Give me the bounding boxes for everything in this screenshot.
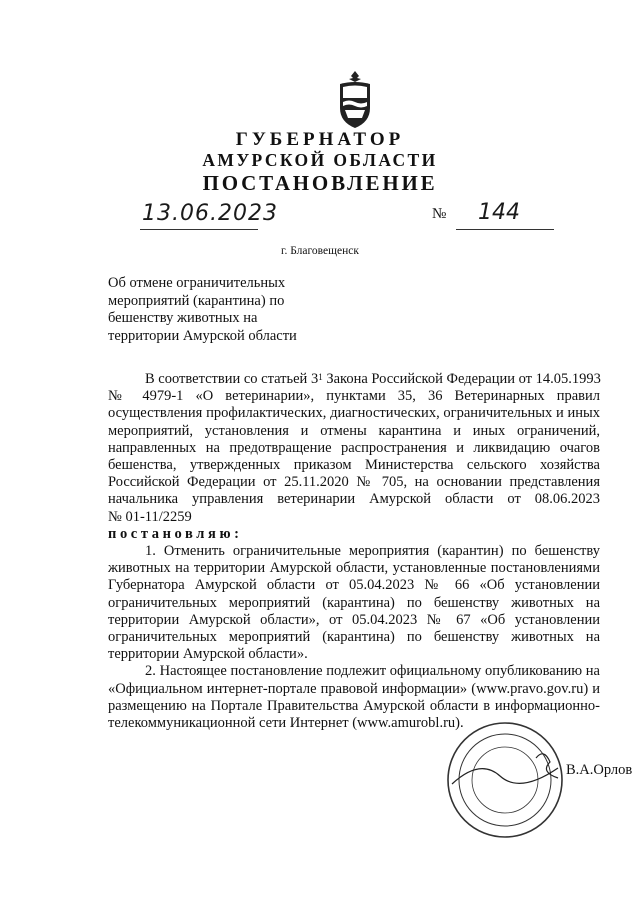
preamble-line: начальника управления ветеринарии Амурской области от 08.06.2023	[108, 491, 600, 508]
handwritten-number: 144	[478, 200, 520, 225]
decree-word: постановляю:	[108, 525, 243, 542]
preamble-line: № 4979-1 «О ветеринарии», пунктами 35, 36 Ветеринарных правил	[108, 388, 600, 405]
preamble-line: направленных на предотвращение распространения и ликвидацию очагов	[108, 439, 600, 456]
item1-line: животных на территории Амурской области, установленные постановлениями	[108, 560, 600, 577]
subject-line: Об отмене ограничительных	[108, 275, 286, 291]
handwritten-date: 13.06.2023	[142, 201, 278, 226]
item2-line: размещению на Портале Правительства Амурской области в информационно-	[108, 697, 600, 714]
header-title-governor: ГУБЕРНАТОР	[235, 129, 405, 150]
preamble-line: осуществления профилактических, диагностических, ограничительных и иных	[108, 405, 600, 422]
subject-line: мероприятий (карантина) по	[108, 292, 285, 309]
item1-line: территории Амурской области».	[108, 646, 308, 663]
item1-line: ограничительных мероприятий (карантина) по бешенству животных на	[108, 594, 600, 611]
item1-line: территории Амурской области», от 05.04.2023 № 67 «Об установлении	[108, 611, 600, 628]
subject-line: бешенству животных на	[108, 310, 258, 326]
item1-line: Губернатора Амурской области от 05.04.2023 № 66 «Об установлении	[108, 577, 600, 594]
preamble-line: Российской Федерации от 25.11.2020 № 705, на основании представления	[108, 474, 600, 491]
signature-name: В.А.Орлов	[566, 762, 633, 778]
preamble-line: В соответствии со статьей $3^1$ Закона Российской Федерации от 14.05.1993	[145, 371, 601, 387]
coat-of-arms-icon	[334, 70, 376, 130]
item2-line: 2. Настоящее постановление подлежит официальному опубликованию на	[145, 663, 600, 680]
document-type-title: ПОСТАНОВЛЕНИЕ	[202, 171, 438, 195]
item1-line: ограничительных мероприятий (карантина) по бешенству животных на	[108, 629, 600, 646]
preamble-line: бешенства, утвержденных приказом Министерства сельского хозяйства	[108, 457, 600, 474]
item1-line: 1. Отменить ограничительные мероприятия (карантин) по бешенству	[145, 543, 600, 560]
stamp-seal-icon	[440, 718, 570, 838]
preamble-line: № 01-11/2259	[108, 508, 192, 525]
item2-line: телекоммуникационной сети Интернет (www.amurobl.ru).	[108, 715, 464, 732]
subject-line: территории Амурской области	[108, 327, 297, 344]
number-field	[456, 201, 554, 230]
date-field	[140, 201, 278, 230]
item2-line: «Официальном интернет-портале правовой информации» (www.pravo.gov.ru) и	[108, 680, 600, 697]
number-label: №	[432, 206, 447, 222]
preamble-line: мероприятий, установления и отмены карантина и иных ограничений,	[108, 422, 600, 439]
header-title-region: АМУРСКОЙ ОБЛАСТИ	[202, 150, 438, 170]
city-line: г. Благовещенск	[281, 245, 359, 257]
document-body	[108, 371, 600, 732]
official-stamp	[440, 718, 570, 838]
document-subject	[108, 275, 348, 345]
